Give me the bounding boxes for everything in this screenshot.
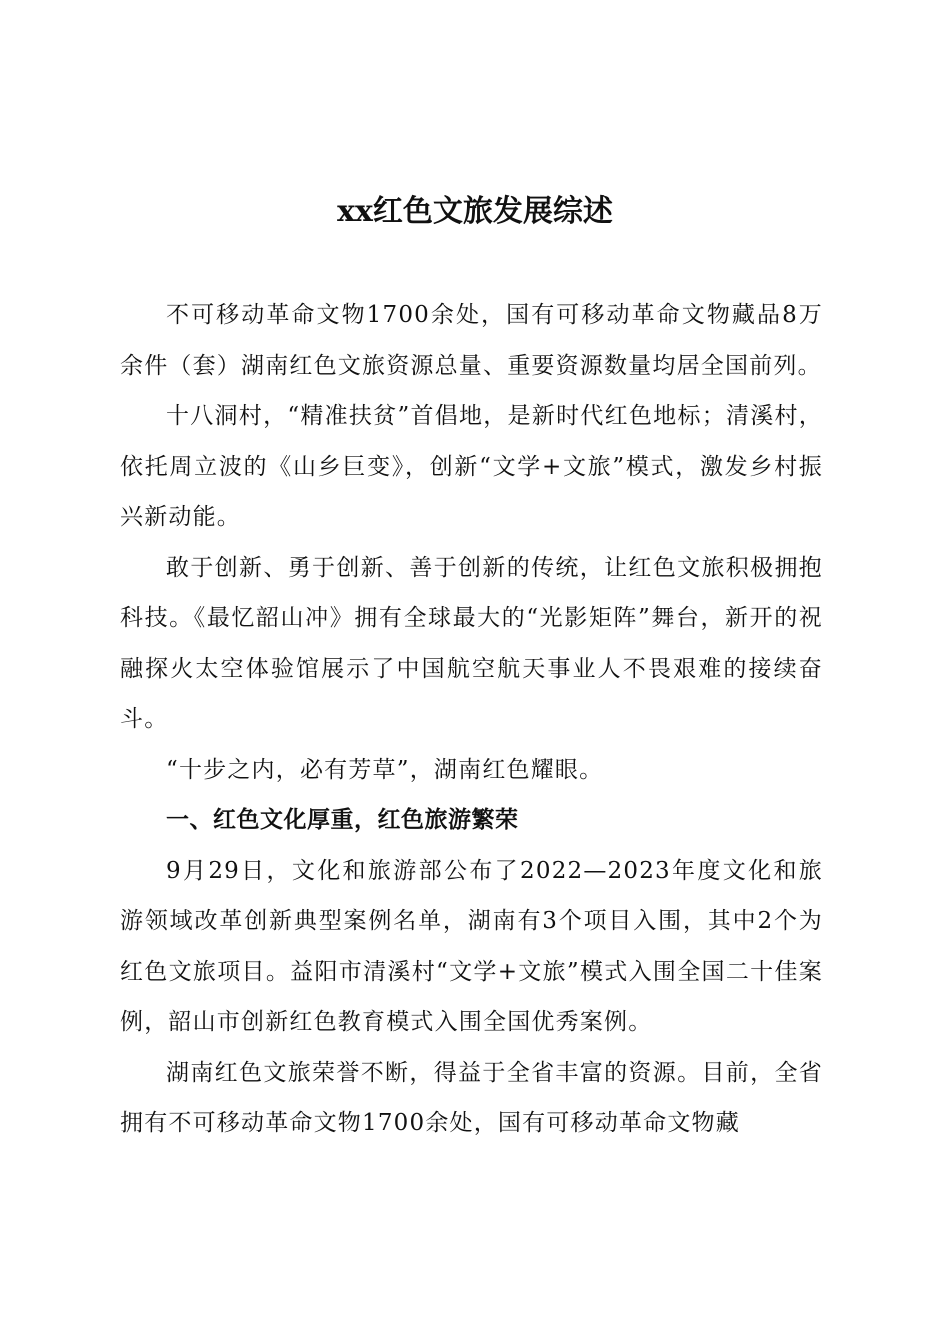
document-body [120,290,823,1149]
document-title: xx红色文旅发展综述 [337,194,613,229]
paragraph-resources: 湖南红色文旅荣誉不断，得益于全省丰富的资源。目前，全省拥有不可移动革命文物1700余处，国有可移动革命文物藏 [120,1059,823,1136]
paragraph-innovation: 敢于创新、勇于创新、善于创新的传统，让红色文旅积极拥抱科技。《最忆韶山冲》拥有全球最大的“光影矩阵”舞台，新开的祝融探火太空体验馆展示了中国航空航天事业人不畏艰难的接续奋斗。 [120,554,823,732]
paragraph-intro: 不可移动革命文物1700余处，国有可移动革命文物藏品8万余件（套）湖南红色文旅资源总量、重要资源数量均居全国前列。 [120,302,823,379]
paragraph-cases: 9月29日，文化和旅游部公布了2022—2023年度文化和旅游领域改革创新典型案例名单，湖南有3个项目入围，其中2个为红色文旅项目。益阳市清溪村“文学+文旅”模式入围全国二十佳案例，韶山市创新红色教育模式入围全国优秀案例。 [120,857,823,1035]
paragraph-villages: 十八洞村，“精准扶贫”首倡地，是新时代红色地标；清溪村，依托周立波的《山乡巨变》，创新“文学+文旅”模式，激发乡村振兴新动能。 [120,403,823,530]
paragraph-summary: “十步之内，必有芳草”，湖南红色耀眼。 [166,756,604,783]
section-heading: 一、红色文化厚重，红色旅游繁荣 [166,807,519,833]
